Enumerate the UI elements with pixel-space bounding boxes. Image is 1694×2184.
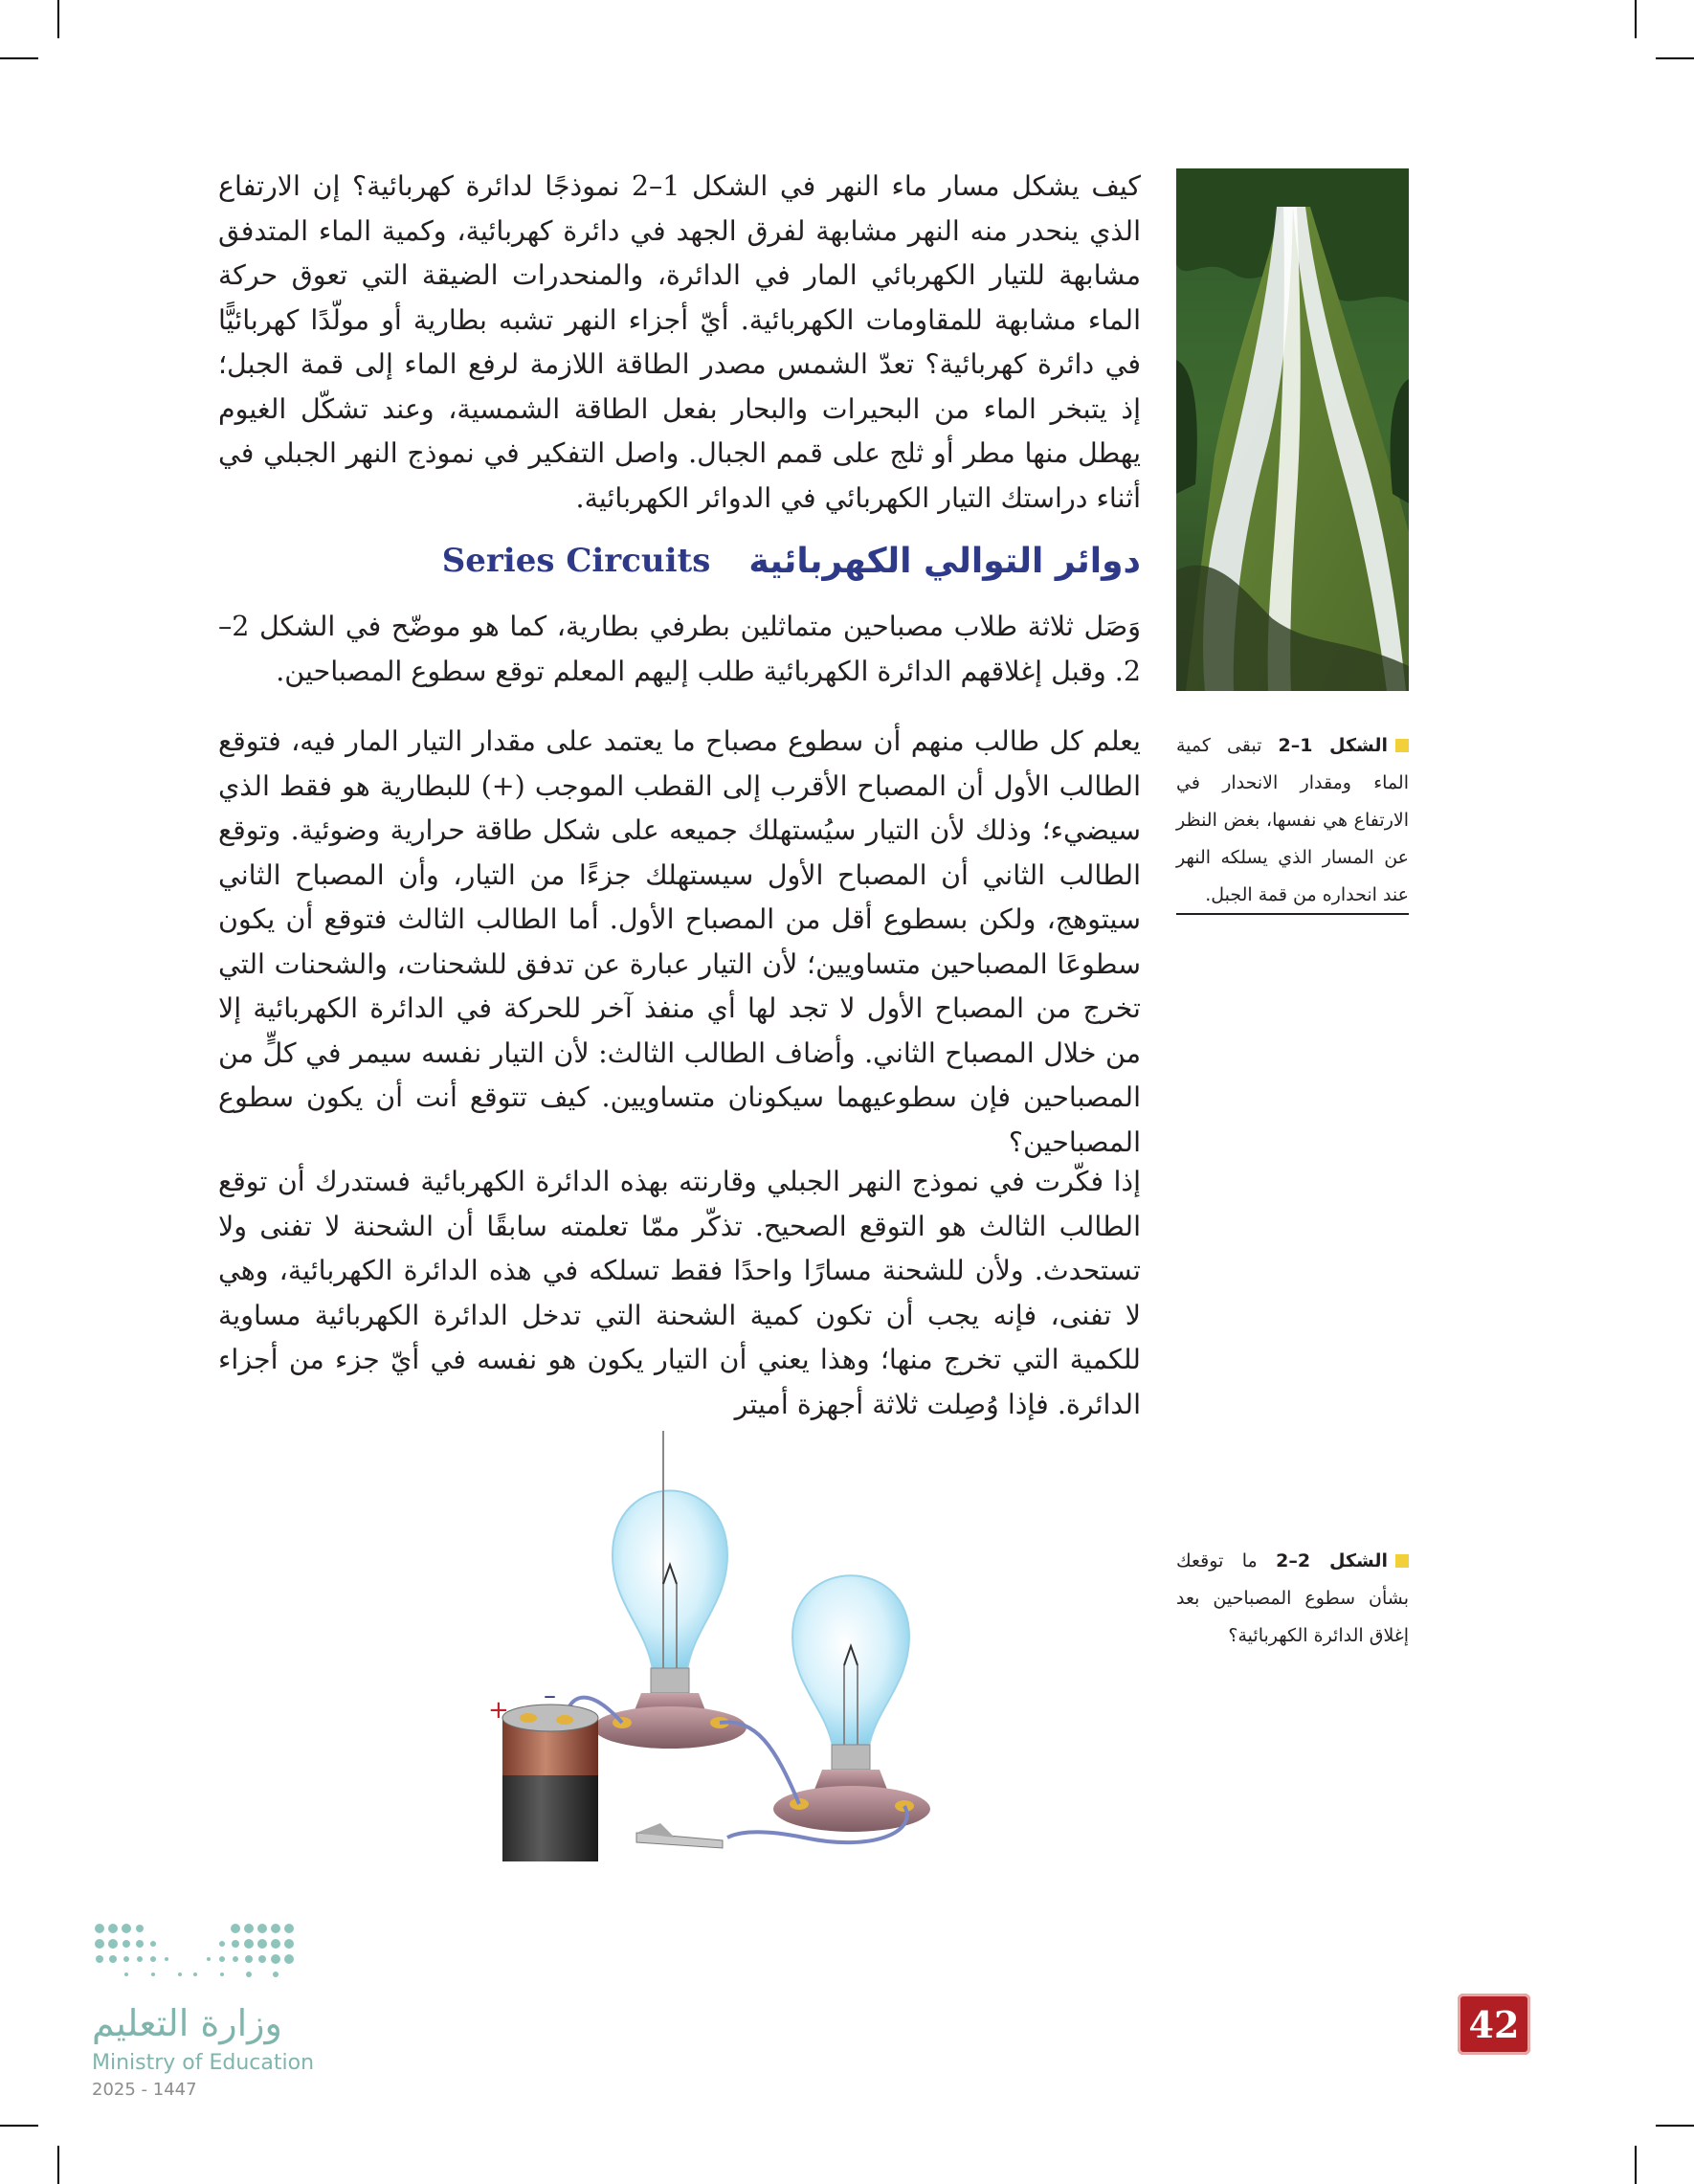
- explanation-paragraph: إذا فكّرت في نموذج النهر الجبلي وقارنته بهذه الدائرة الكهربائية فستدرك أن توقع الطالب الثالث هو التوقع الصحيح. تذكّر ممّا تعلمته سابقًا أن الشحنة لا تفنى ولا تستحدث. ولأن للشحنة مسارًا واحدًا فقط تسلكه في هذه الدائرة الكهربائية، وهي لا تفنى، فإنه يجب أن تكون كمية الشحنة التي تدخل الدائرة الكهربائية مساوية للكمية التي تخرج منها؛ وهذا يعني أن التيار يكون هو نفسه في أيّ جزء من أجزاء الدائرة. فإذا وُصِلت ثلاثة أجهزة أميتر: [218, 1166, 1141, 1420]
- bulb-2: [773, 1575, 930, 1832]
- bulb-1: [593, 1431, 747, 1749]
- crop-mark: [1635, 0, 1637, 38]
- figure-1-label: الشكل 1–2: [1278, 735, 1388, 756]
- section-heading-english: Series Circuits: [441, 542, 711, 580]
- crop-mark: [57, 2146, 59, 2184]
- crop-mark: [0, 57, 38, 59]
- figure-1-caption: [1176, 727, 1409, 914]
- figure-2-text: ما توقعك بشأن سطوع المصباحين بعد إغلاق الدائرة الكهربائية؟: [1176, 1550, 1409, 1646]
- crop-mark: [1656, 57, 1694, 59]
- predictions-paragraph: يعلم كل طالب منهم أن سطوع مصباح ما يعتمد على مقدار التيار المار فيه، فتوقع الطالب الأول أن المصباح الأقرب إلى القطب الموجب (+) للبطارية هو فقط الذي سيضيء؛ وذلك لأن التيار سيُستهلك جميعه على شكل طاقة حرارية وضوئية. وتوقع الطالب الثاني أن المصباح الأول سيستهلك جزءًا من التيار، وأن المصباح الثاني سيتوهج، ولكن بسطوع أقل من المصباح الأول. أما الطالب الثالث فتوقع أن يكون سطوعَا المصباحين متساويين؛ لأن التيار عبارة عن تدفق للشحنات، والشحنات التي تخرج من المصباح الأول لا تجد لها أي منفذ آخر للحركة في الدائرة الكهربائية إلا من خلال المصباح الثاني. وأضاف الطالب الثالث: لأن التيار نفسه سيمر في كلٍّ من المصباحين فإن سطوعيهما سيكونان متساويين. كيف تتوقع أنت أن يكون سطوع المصباحين؟: [218, 725, 1141, 1158]
- waterfall-photo: [1176, 168, 1409, 691]
- page-number: 42: [1458, 1994, 1530, 2055]
- ministry-logo-dots: [92, 1919, 302, 1995]
- caption-bullet-icon: [1395, 739, 1409, 752]
- experiment-paragraph: وَصَل ثلاثة طلاب مصباحين متماثلين بطرفي بطارية، كما هو موضّح في الشكل 2–2. وقبل إغلاقهم الدائرة الكهربائية طلب إليهم المعلم توقع سطوع المصباحين.: [218, 611, 1141, 687]
- section-heading-arabic: دوائر التوالي الكهربائية: [748, 541, 1141, 581]
- crop-mark: [1635, 2146, 1637, 2184]
- figure-2-label: الشكل 2–2: [1276, 1550, 1388, 1571]
- intro-paragraph: كيف يشكل مسار ماء النهر في الشكل 1–2 نموذجًا لدائرة كهربائية؟ إن الارتفاع الذي ينحدر منه النهر مشابهة لفرق الجهد في دائرة كهربائية، وكمية الماء المتدفق مشابهة للتيار الكهربائي المار في الدائرة، والمنحدرات الضيقة التي تعوق حركة الماء مشابهة للمقاومات الكهربائية. أيّ أجزاء النهر تشبه بطارية أو مولّدًا كهربائيًّا في دائرة كهربائية؟ تعدّ الشمس مصدر الطاقة اللازمة لرفع الماء إلى قمة الجبل؛ إذ يتبخر الماء من البحيرات والبحار بفعل الطاقة الشمسية، وعند تشكّل الغيوم يهطل منها مطر أو ثلج على قمم الجبال. واصل التفكير في نموذج النهر الجبلي في أثناء دراستك التيار الكهربائي في الدوائر الكهربائية.: [218, 170, 1141, 514]
- ministry-logo-year: 2025 - 1447: [92, 2080, 197, 2100]
- figure-2-caption: [1176, 1543, 1409, 1655]
- crop-mark: [1656, 2125, 1694, 2127]
- crop-mark: [57, 0, 59, 38]
- ministry-logo-arabic: وزارة التعليم: [92, 2002, 282, 2044]
- battery: [502, 1705, 598, 1861]
- ministry-logo-english: Ministry of Education: [92, 2051, 315, 2075]
- minus-label: –: [544, 1682, 556, 1710]
- caption-divider: [1176, 913, 1409, 915]
- series-circuit-diagram: [469, 1431, 947, 1861]
- plus-label: +: [488, 1696, 509, 1725]
- section-heading: [441, 532, 1141, 590]
- caption-bullet-icon: [1395, 1554, 1409, 1568]
- crop-mark: [0, 2125, 38, 2127]
- figure-1-text: تبقى كمية الماء ومقدار الانحدار في الارتفاع هي نفسها، بغض النظر عن المسار الذي يسلكه النهر عند انحداره من قمة الجبل.: [1176, 735, 1409, 905]
